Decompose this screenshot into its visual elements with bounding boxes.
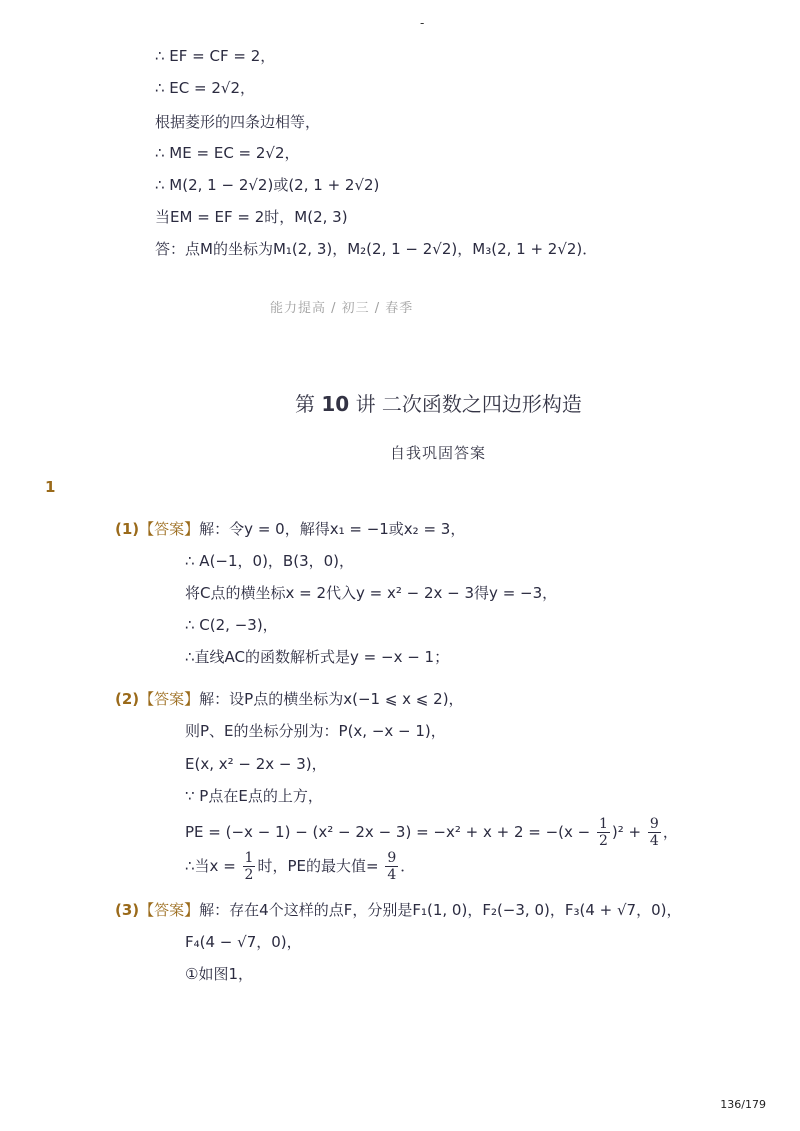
- part-3-first-line: [115, 899, 682, 921]
- part-label: (2): [115, 690, 140, 708]
- fraction-numerator: 1: [244, 850, 254, 866]
- solution-line: ∴ ME = EC = 2√2，: [155, 144, 300, 162]
- question-number: 1: [45, 478, 56, 496]
- pe-max-line: [185, 846, 415, 886]
- answer-tag: 【答案】: [139, 690, 200, 708]
- fraction-nine-quarters: [648, 816, 661, 849]
- part-2-first-line: [115, 688, 464, 710]
- course-footer: 能力提高 / 初三 / 春季: [270, 301, 414, 316]
- lecture-number: 10: [321, 392, 350, 416]
- part-1-first-line: [115, 518, 465, 540]
- fraction-nine-quarters: [385, 850, 398, 883]
- part-2-line: E(x, x² − 2x − 3)，: [185, 755, 327, 773]
- solution-line: 当EM = EF = 2时，M(2, 3): [155, 208, 348, 226]
- fraction-denominator: 4: [649, 833, 659, 849]
- pe-max-a: ∴当x =: [185, 857, 241, 875]
- solution-line: ∴ EC = 2√2，: [155, 79, 256, 97]
- part-1-line: 将C点的横坐标x = 2代入y = x² − 2x − 3得y = −3，: [185, 584, 558, 602]
- answer-tag: 【答案】: [139, 520, 200, 538]
- header-mark: -: [420, 16, 425, 30]
- page-number: 136/179: [720, 1098, 766, 1111]
- part-1-line: 解：令y = 0，解得x₁ = −1或x₂ = 3，: [199, 520, 466, 538]
- pe-expression-c: ，: [662, 823, 678, 841]
- part-2-line: ∵ P点在E点的上方，: [185, 787, 323, 805]
- fraction-numerator: 9: [387, 850, 397, 866]
- part-label: (1): [115, 520, 140, 538]
- section-title: 自我巩固答案: [390, 444, 487, 462]
- part-1-line: ∴ A(−1，0)，B(3，0)，: [185, 552, 355, 570]
- answer-line: 答：点M的坐标为M₁(2, 3)，M₂(2, 1 − 2√2)，M₃(2, 1 + 2√2)．: [155, 240, 598, 258]
- part-2-line: 则P、E的坐标分别为：P(x, −x − 1)，: [185, 722, 446, 740]
- fraction-denominator: 4: [387, 867, 397, 883]
- lecture-title: [295, 388, 582, 417]
- solution-line: ∴ EF = CF = 2，: [155, 47, 276, 65]
- fraction-numerator: 1: [599, 816, 608, 832]
- pe-expression-b: )² +: [611, 823, 646, 841]
- answer-tag: 【答案】: [139, 901, 200, 919]
- part-3-line: 解：存在4个这样的点F，分别是F₁(1, 0)，F₂(−3, 0)，F₃(4 + √7，0)，: [199, 901, 682, 919]
- part-label: (3): [115, 901, 140, 919]
- part-3-line: F₄(4 − √7，0)，: [185, 933, 302, 951]
- part-2-line: 解：设P点的横坐标为x(−1 ⩽ x ⩽ 2)，: [199, 690, 464, 708]
- solution-line: 根据菱形的四条边相等，: [155, 113, 321, 131]
- part-1-line: ∴ C(2, −3)，: [185, 616, 278, 634]
- pe-max-c: ．: [400, 857, 416, 875]
- fraction-denominator: 2: [599, 833, 608, 849]
- pe-expression-a: PE = (−x − 1) − (x² − 2x − 3) = −x² + x + 2 = −(x −: [185, 823, 595, 841]
- fraction-numerator: 9: [649, 816, 659, 832]
- part-3-line: ①如图1，: [185, 965, 253, 983]
- fraction-one-half: [243, 850, 256, 883]
- pe-max-b: 时，PE的最大值=: [257, 857, 384, 875]
- lecture-suffix: 讲 二次函数之四边形构造: [355, 392, 582, 416]
- solution-line: ∴ M(2, 1 − 2√2)或(2, 1 + 2√2): [155, 176, 380, 194]
- fraction-denominator: 2: [244, 867, 254, 883]
- part-1-line: ∴直线AC的函数解析式是y = −x − 1；: [185, 648, 450, 666]
- fraction-one-half: [597, 816, 610, 849]
- lecture-prefix: 第: [295, 392, 315, 416]
